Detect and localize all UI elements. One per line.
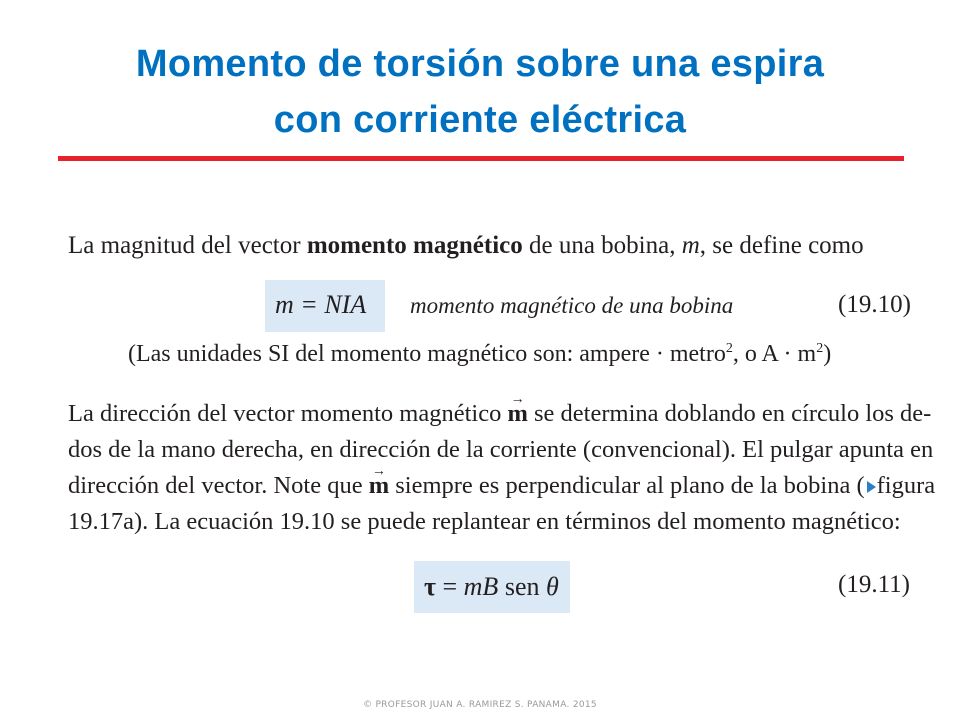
p1-text-mid: de una bobina, [522, 232, 682, 259]
eq2-theta: θ [546, 572, 559, 601]
title-underline [58, 156, 904, 161]
equation-1-number: (19.10) [838, 291, 911, 318]
p1-bold-term: momento magnético [306, 232, 523, 259]
p2-line-3b: siempre es perpendicular al plano de la bobina ( [389, 472, 865, 499]
p1-variable: m [681, 232, 700, 259]
units-text-b: , o A · m [732, 341, 817, 367]
units-superscript-1: 2 [725, 341, 733, 356]
units-text-a: (Las unidades SI del momento magnético son: ampere · metro [128, 341, 726, 367]
vector-m-1: → m [507, 396, 527, 432]
vector-m-2: → m [369, 468, 389, 504]
paragraph-direction [68, 396, 936, 540]
footer-copyright: © PROFESOR JUAN A. RAMIREZ S. PANAMA. 2015 [363, 700, 597, 710]
eq2-mB: mB [463, 572, 499, 601]
equation-torque [424, 572, 559, 602]
title-line-1: Momento de torsión sobre una espira [135, 43, 825, 85]
p2-line-1 [68, 396, 932, 432]
title-line-2: con corriente eléctrica [273, 99, 687, 141]
p2-line-1b: se determina doblando en círculo los de- [527, 400, 932, 427]
p2-line-3 [68, 468, 936, 504]
equation-2-number: (19.11) [838, 571, 910, 598]
eq2-tau: τ [424, 572, 436, 601]
units-note [128, 341, 831, 368]
eq2-equals: = [435, 572, 464, 601]
p2-line-2: dos de la mano derecha, en dirección de la corriente (convencional). El pulgar apunta en [68, 436, 934, 463]
units-text-c: ) [823, 341, 832, 367]
p2-line-1a: La dirección del vector momento magnético [68, 400, 508, 427]
paragraph-definition [68, 228, 864, 264]
p1-text-post: , se define como [699, 232, 864, 259]
eq2-sen: sen [498, 572, 546, 601]
figure-pointer-icon [867, 481, 876, 493]
equation-1-description: momento magnético de una bobina [410, 293, 734, 318]
p1-text-pre: La magnitud del vector [68, 232, 307, 259]
slide-title [40, 36, 920, 148]
p2-line-3c: figura [876, 472, 936, 499]
equation-magnetic-moment: m = NIA [275, 290, 367, 319]
units-superscript-2: 2 [816, 341, 824, 356]
p2-line-3a: dirección del vector. Note que [68, 472, 369, 499]
p2-line-4: 19.17a). La ecuación 19.10 se puede replantear en términos del momento magnético: [68, 508, 901, 535]
